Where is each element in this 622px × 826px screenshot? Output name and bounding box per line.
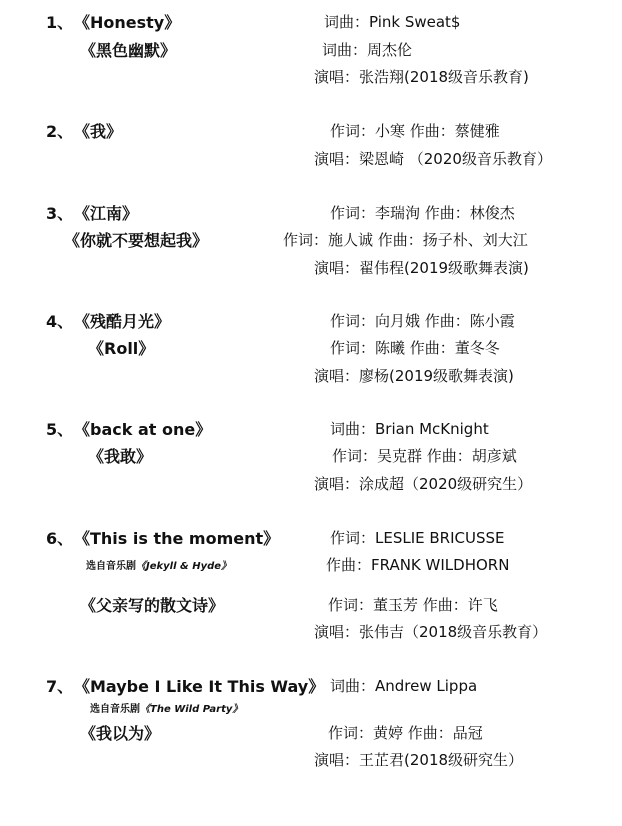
song-credit: 作词：小寒 作曲：蔡健雅 — [330, 122, 500, 140]
performer: 演唱：张浩翔(2018级音乐教育) — [314, 68, 529, 86]
song-credit: 词曲：Brian McKnight — [330, 420, 489, 438]
song-credit: 作词：向月娥 作曲：陈小霞 — [330, 312, 515, 330]
musical-source — [90, 705, 242, 715]
song-credit: 作词：吴克群 作曲：胡彦斌 — [332, 447, 517, 465]
musical-source — [86, 562, 231, 572]
song-title: 《This is the moment》 — [74, 529, 280, 548]
performer: 演唱：翟伟程(2019级歌舞表演) — [314, 259, 529, 277]
song-title: 《我以为》 — [80, 724, 161, 743]
musical-source-prefix: 选自音乐剧 — [90, 704, 140, 715]
song-credit: 作词：李瑞洵 作曲：林俊杰 — [330, 204, 515, 222]
song-title: 《back at one》 — [74, 420, 212, 439]
performer: 演唱：廖杨(2019级歌舞表演) — [314, 367, 514, 385]
performer: 演唱：张伟吉（2018级音乐教育） — [314, 623, 548, 641]
performer: 演唱：王芷君(2018级研究生） — [314, 751, 524, 769]
program-number: 4、 — [46, 312, 74, 331]
song-title: 《Honesty》 — [74, 13, 181, 32]
program-number: 5、 — [46, 420, 74, 439]
musical-source-prefix: 选自音乐剧 — [86, 561, 136, 572]
song-credit: 词曲：Andrew Lippa — [330, 677, 478, 695]
song-credit: 作词：董玉芳 作曲：许飞 — [328, 596, 498, 614]
song-credit: 词曲：Pink Sweat$ — [324, 13, 461, 31]
song-title: 《你就不要想起我》 — [64, 231, 209, 250]
musical-source-work: 《The Wild Party》 — [140, 704, 243, 715]
program-number: 3、 — [46, 204, 74, 223]
song-credit: 词曲：周杰伦 — [322, 41, 413, 59]
song-title: 《江南》 — [74, 204, 139, 223]
musical-source-work: 《Jekyll & Hyde》 — [136, 561, 232, 572]
program-number: 6、 — [46, 529, 74, 548]
song-title: 《我》 — [74, 122, 123, 141]
song-credit: 作词：陈曦 作曲：董冬冬 — [330, 339, 500, 357]
song-title: 《Maybe I Like It This Way》 — [74, 677, 325, 696]
song-credit: 作词：施人诚 作曲：扬子朴、刘大江 — [283, 231, 528, 249]
performer: 演唱：涂成超（2020级研究生） — [314, 475, 533, 493]
song-credit: 作词：LESLIE BRICUSSE — [330, 529, 505, 547]
song-title: 《父亲写的散文诗》 — [80, 596, 225, 615]
program-number: 2、 — [46, 122, 74, 141]
performer: 演唱：梁恩崎 （2020级音乐教育） — [314, 150, 552, 168]
song-credit: 作词：黄婷 作曲：品冠 — [328, 724, 483, 742]
song-title: 《残酷月光》 — [74, 312, 171, 331]
program-number: 1、 — [46, 13, 74, 32]
song-title: 《Roll》 — [88, 339, 155, 358]
program-number: 7、 — [46, 677, 74, 696]
song-credit: 作曲：FRANK WILDHORN — [326, 556, 510, 574]
song-title: 《黑色幽默》 — [80, 41, 177, 60]
song-title: 《我敢》 — [88, 447, 153, 466]
